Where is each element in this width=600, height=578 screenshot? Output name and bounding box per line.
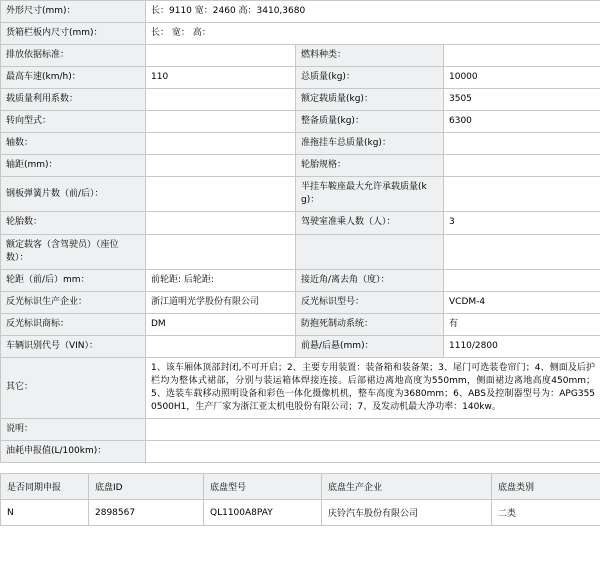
row-value-saddle-mass	[444, 177, 600, 212]
row-label-steering-type: 转向型式：	[1, 111, 146, 133]
table-row	[1, 1, 600, 23]
chassis-table-body	[1, 500, 600, 526]
chassis-cell-same-period: N	[1, 500, 89, 526]
row-value-load-coefficient	[146, 89, 296, 111]
chassis-table	[0, 473, 600, 526]
table-row-fuel	[1, 441, 600, 463]
row-value-abs: 有	[444, 313, 600, 335]
table-row	[1, 500, 600, 526]
row-value-others: 1、该车厢体顶部封闭,不可开启；2、主要专用装置：装备箱和装备架；3、尾门可选装卷帘门；4、侧面及后护栏均为整体式裙部，分别与装运箱体焊接连接。后部裙边离地高度为550mm，侧面裙边离地高度450mm；5、选装车载移动照明设备和彩色一体化摄像机机，整车高度为3680mm；6、ABS及控制器型号为：APG3550500H1，生产厂家为浙江亚太机电股份有限公司；7、及发动机最大净功率：140kw。	[146, 357, 600, 418]
row-value-steering-type	[146, 111, 296, 133]
row-value-max-speed: 110	[146, 67, 296, 89]
row-value-rated-load: 3505	[444, 89, 600, 111]
row-label-tire-spec: 轮胎规格：	[296, 155, 444, 177]
chassis-header-category: 底盘类别	[492, 474, 600, 500]
row-value-emission	[146, 45, 296, 67]
row-label-others: 其它：	[1, 357, 146, 418]
row-label-blank-a	[296, 234, 444, 269]
chassis-cell-model: QL1100A8PAY	[204, 500, 322, 526]
table-row	[1, 291, 600, 313]
row-value-trailer-mass	[444, 133, 600, 155]
row-label-rated-passengers: 额定载客（含驾驶员）（座位数）：	[1, 234, 146, 269]
row-value-tire-count	[146, 212, 296, 234]
row-value-reflector-model: VCDM-4	[444, 291, 600, 313]
row-label-trailer-mass: 准拖挂车总质量(kg)：	[296, 133, 444, 155]
row-value-cab-occupants: 3	[444, 212, 600, 234]
row-value-note	[146, 418, 600, 440]
row-label-track-width: 轮距（前/后）mm：	[1, 269, 146, 291]
row-label-leaf-springs: 钢板弹簧片数（前/后）：	[1, 177, 146, 212]
row-label-cab-occupants: 驾驶室准乘人数（人）：	[296, 212, 444, 234]
row-value-leaf-springs	[146, 177, 296, 212]
row-label-total-mass: 总质量(kg)：	[296, 67, 444, 89]
table-row	[1, 67, 600, 89]
chassis-cell-category: 二类	[492, 500, 600, 526]
row-value-approach-angle	[444, 269, 600, 291]
table-row	[1, 269, 600, 291]
row-label-reflector-manufacturer: 反光标识生产企业：	[1, 291, 146, 313]
table-row-note	[1, 418, 600, 440]
row-label-fuel-consumption: 油耗申报值(L/100km)：	[1, 441, 146, 463]
row-label-vin: 车辆识别代号（VIN）：	[1, 335, 146, 357]
row-label-approach-angle: 接近角/离去角（度）：	[296, 269, 444, 291]
row-value-dimensions: 长：9110 宽：2460 高：3410,3680	[146, 1, 600, 23]
chassis-header-model: 底盘型号	[204, 474, 322, 500]
row-label-cargo-box: 货箱栏板内尺寸(mm)：	[1, 23, 146, 45]
row-label-max-speed: 最高车速(km/h)：	[1, 67, 146, 89]
row-label-reflector-model: 反光标识型号：	[296, 291, 444, 313]
row-label-dimensions: 外形尺寸(mm)：	[1, 1, 146, 23]
row-value-rated-passengers	[146, 234, 296, 269]
row-label-rated-load: 额定载质量(kg)：	[296, 89, 444, 111]
table-row	[1, 111, 600, 133]
row-label-wheelbase: 轴距(mm)：	[1, 155, 146, 177]
row-value-wheelbase	[146, 155, 296, 177]
row-value-reflector-brand: DM	[146, 313, 296, 335]
row-value-track-width: 前轮距: 后轮距:	[146, 269, 296, 291]
row-value-total-mass: 10000	[444, 67, 600, 89]
row-label-reflector-brand: 反光标识商标：	[1, 313, 146, 335]
row-value-tire-spec	[444, 155, 600, 177]
table-row	[1, 45, 600, 67]
row-value-curb-mass: 6300	[444, 111, 600, 133]
row-label-emission: 排放依据标准：	[1, 45, 146, 67]
table-row	[1, 313, 600, 335]
row-label-overhang: 前悬/后悬(mm)：	[296, 335, 444, 357]
row-label-tire-count: 轮胎数：	[1, 212, 146, 234]
table-row	[1, 212, 600, 234]
row-label-fuel-type: 燃料种类：	[296, 45, 444, 67]
chassis-cell-manufacturer: 庆铃汽车股份有限公司	[322, 500, 492, 526]
row-value-cargo-box: 长： 宽： 高：	[146, 23, 600, 45]
row-value-axle-count	[146, 133, 296, 155]
chassis-table-head	[1, 474, 600, 500]
table-row	[1, 155, 600, 177]
chassis-header-same-period: 是否同期申报	[1, 474, 89, 500]
row-label-abs: 防抱死制动系统：	[296, 313, 444, 335]
chassis-header-id: 底盘ID	[89, 474, 204, 500]
row-value-fuel-type	[444, 45, 600, 67]
row-value-vin	[146, 335, 296, 357]
row-label-axle-count: 轴数：	[1, 133, 146, 155]
row-label-saddle-mass: 半挂车鞍座最大允许承载质量(kg)：	[296, 177, 444, 212]
table-row	[1, 335, 600, 357]
row-label-curb-mass: 整备质量(kg)：	[296, 111, 444, 133]
chassis-header-manufacturer: 底盘生产企业	[322, 474, 492, 500]
chassis-header-row	[1, 474, 600, 500]
row-label-load-coefficient: 载质量利用系数：	[1, 89, 146, 111]
table-row	[1, 23, 600, 45]
row-value-overhang: 1110/2800	[444, 335, 600, 357]
chassis-cell-id: 2898567	[89, 500, 204, 526]
row-label-note: 说明：	[1, 418, 146, 440]
table-row	[1, 234, 600, 269]
table-row	[1, 89, 600, 111]
table-row	[1, 133, 600, 155]
table-row-others	[1, 357, 600, 418]
spec-table-body	[1, 1, 600, 463]
row-value-reflector-manufacturer: 浙江道明光学股份有限公司	[146, 291, 296, 313]
row-value-blank-a	[444, 234, 600, 269]
row-value-fuel-consumption	[146, 441, 600, 463]
table-row	[1, 177, 600, 212]
